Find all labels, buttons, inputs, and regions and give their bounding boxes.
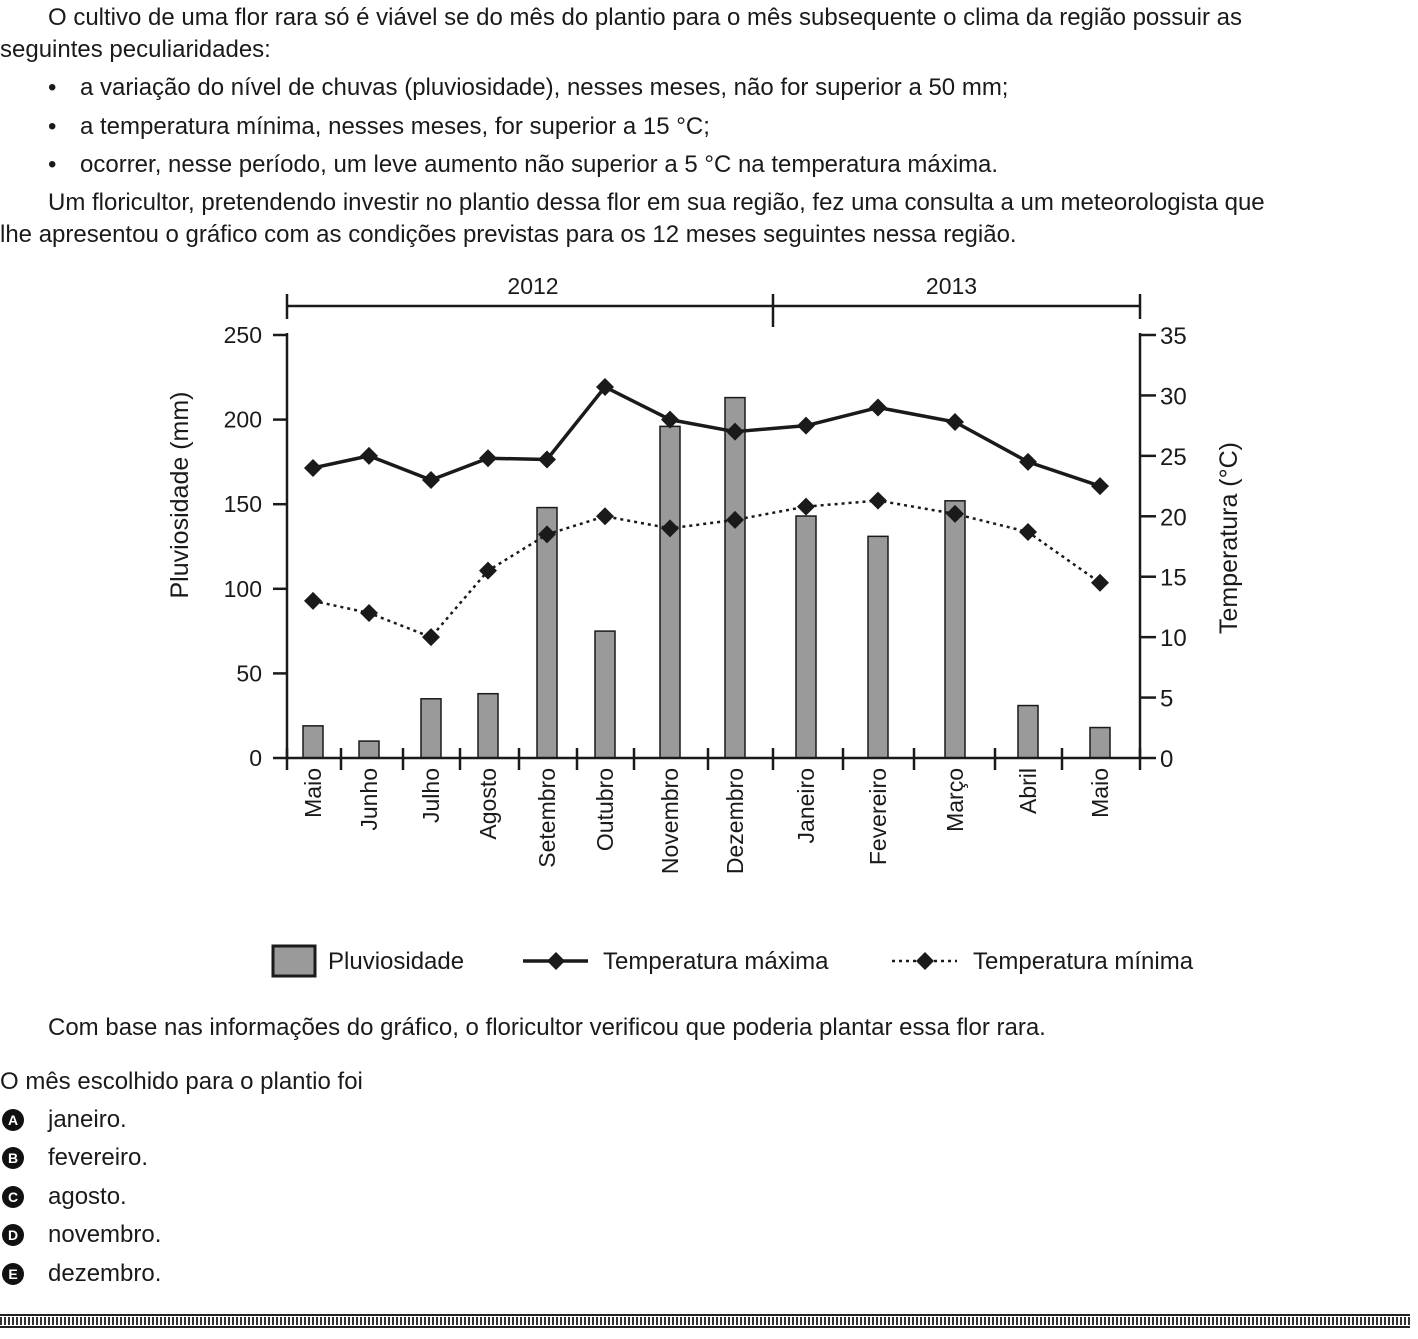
option-b[interactable] <box>0 1143 300 1173</box>
condition-bullet-2 <box>0 111 1300 143</box>
right-tick-label: 5 <box>1160 685 1174 713</box>
bar-1 <box>303 726 323 758</box>
bar-10 <box>868 536 888 758</box>
bar-9 <box>796 516 816 758</box>
bar-6 <box>595 631 615 758</box>
x-tick-label: Janeiro <box>793 768 819 844</box>
bar-13 <box>1090 728 1110 758</box>
option-text: janeiro. <box>48 1106 127 1133</box>
year-label-2012: 2012 <box>507 273 559 299</box>
option-text: fevereiro. <box>48 1144 149 1171</box>
legend-label-max: Temperatura máxima <box>603 948 829 975</box>
x-tick-label: Maio <box>1087 768 1113 818</box>
min-temp-point-10 <box>869 492 887 510</box>
option-letter-badge: C <box>2 1186 24 1208</box>
x-tick-label: Agosto <box>475 768 501 840</box>
x-tick-label: Maio <box>300 768 326 818</box>
min-temp-point-1 <box>304 592 322 610</box>
min-temp-point-12 <box>1019 523 1037 541</box>
option-letter-badge: E <box>2 1263 24 1285</box>
left-tick-label: 100 <box>223 575 262 602</box>
x-tick-label: Novembro <box>657 768 683 875</box>
bullet-text: ocorrer, nesse período, um leve aumento não superior a 5 °C na temperatura máxima. <box>80 151 999 178</box>
min-temp-line <box>313 501 1100 638</box>
option-e[interactable] <box>0 1259 300 1289</box>
legend-label-min: Temperatura mínima <box>973 948 1194 975</box>
max-temp-point-3 <box>422 471 440 489</box>
right-tick-label: 20 <box>1160 504 1187 532</box>
bar-2 <box>359 741 379 758</box>
max-temp-point-10 <box>869 399 887 417</box>
option-c[interactable] <box>0 1182 300 1212</box>
paragraph-2-line-1: Um floricultor, pretendendo investir no plantio dessa flor em sua região, fez uma consulta a um meteorologista que <box>48 189 1265 216</box>
right-tick-label: 25 <box>1160 443 1187 471</box>
after-chart-text: Com base nas informações do gráfico, o floricultor verificou que poderia plantar essa flor rara. <box>48 1014 1046 1041</box>
left-tick-label: 200 <box>223 406 262 433</box>
x-tick-label: Outubro <box>592 768 618 852</box>
max-temp-point-2 <box>360 447 378 465</box>
right-tick-label: 15 <box>1160 564 1187 592</box>
min-temp-point-6 <box>596 507 614 525</box>
option-letter-badge: D <box>2 1224 24 1246</box>
x-tick-label: Fevereiro <box>865 768 891 866</box>
question-prompt: O mês escolhido para o plantio foi <box>0 1068 363 1095</box>
bullet-text: a temperatura mínima, nesses meses, for superior a 15 °C; <box>80 113 710 140</box>
bar-5 <box>537 508 557 758</box>
x-tick-label: Abril <box>1015 768 1041 815</box>
bullet-dot: • <box>48 74 57 101</box>
left-tick-label: 250 <box>223 322 262 348</box>
min-temp-point-9 <box>797 498 815 516</box>
year-label-2013: 2013 <box>925 273 978 299</box>
max-temp-point-9 <box>797 417 815 435</box>
x-tick-label: Junho <box>356 768 382 831</box>
option-text: novembro. <box>48 1221 162 1248</box>
bullet-dot: • <box>48 113 57 140</box>
max-temp-point-12 <box>1019 453 1037 471</box>
option-text: agosto. <box>48 1183 127 1210</box>
left-tick-label: 50 <box>236 660 262 687</box>
left-tick-label: 0 <box>249 745 262 771</box>
x-tick-label: Dezembro <box>722 768 748 875</box>
legend-swatch-pluviosidade <box>273 946 315 976</box>
max-temp-point-13 <box>1091 477 1109 495</box>
right-tick-label: 35 <box>1160 323 1187 350</box>
bar-8 <box>725 398 745 758</box>
footer-divider <box>0 1314 1410 1328</box>
bullet-dot: • <box>48 151 57 178</box>
bar-7 <box>660 426 680 758</box>
bar-3 <box>421 699 441 758</box>
min-temp-point-13 <box>1091 574 1109 592</box>
paragraph-2-line-2: lhe apresentou o gráfico com as condições previstas para os 12 meses seguintes nessa região. <box>0 221 1017 248</box>
x-tick-label: Março <box>942 768 968 832</box>
left-tick-label: 150 <box>223 491 262 518</box>
right-tick-label: 30 <box>1160 383 1187 411</box>
option-letter-badge: A <box>2 1109 24 1131</box>
y2-axis-title: Temperatura (°C) <box>1215 442 1243 634</box>
legend-swatch-max-marker <box>547 952 565 970</box>
right-tick-label: 10 <box>1160 625 1187 653</box>
weather-chart <box>0 250 1418 1000</box>
legend-label-pluviosidade: Pluviosidade <box>328 948 465 975</box>
max-temp-point-1 <box>304 459 322 477</box>
max-temp-point-4 <box>479 449 497 467</box>
bar-12 <box>1018 706 1038 758</box>
max-temp-point-11 <box>946 413 964 431</box>
min-temp-point-3 <box>422 628 440 646</box>
bar-11 <box>945 501 965 758</box>
x-tick-label: Julho <box>418 768 444 823</box>
option-text: dezembro. <box>48 1260 162 1287</box>
intro-line-1: O cultivo de uma flor rara só é viável se do mês do plantio para o mês subsequente o clima da região possuir as <box>48 4 1242 31</box>
legend-swatch-min-marker <box>916 952 934 970</box>
bullet-text: a variação do nível de chuvas (pluviosidade), nesses meses, não for superior a 50 mm; <box>80 74 1009 101</box>
y-axis-title: Pluviosidade (mm) <box>166 391 194 599</box>
condition-bullet-3 <box>0 149 1300 181</box>
bar-4 <box>478 694 498 758</box>
option-letter-badge: B <box>2 1147 24 1169</box>
min-temp-point-4 <box>479 562 497 580</box>
option-d[interactable] <box>0 1220 300 1250</box>
x-tick-label: Setembro <box>534 768 560 868</box>
condition-bullet-1 <box>0 72 1300 104</box>
right-tick-label: 0 <box>1160 746 1174 773</box>
intro-line-2: seguintes peculiaridades: <box>0 36 271 63</box>
min-temp-point-2 <box>360 604 378 622</box>
option-a[interactable] <box>0 1105 300 1135</box>
